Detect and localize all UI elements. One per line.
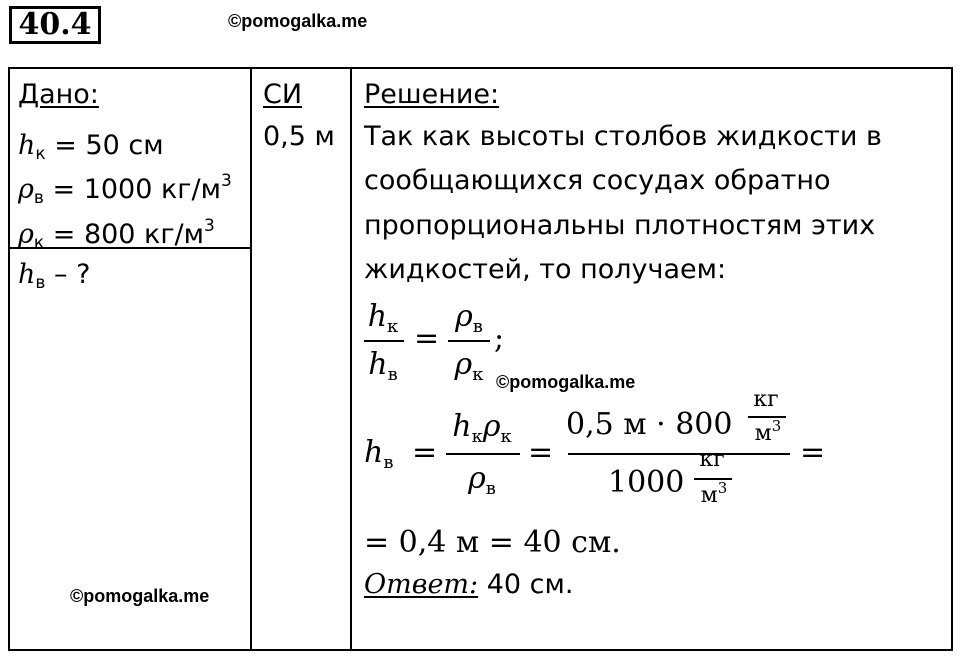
solution-text-line: жидкостей, то получаем:	[364, 254, 727, 285]
si-header: СИ	[263, 79, 303, 110]
find-line: $h_в$ – ?	[18, 259, 91, 293]
answer-label: Ответ:	[364, 569, 479, 600]
watermark-bottom: ©pomogalka.me	[70, 586, 210, 606]
given-line: $\rho_в = 1000$ $кг/м^3$	[18, 171, 232, 208]
result-line: = 0,4 м = 40 см.	[364, 525, 621, 560]
given-header: Дано:	[18, 79, 99, 110]
solution-text-line: пропорциональны плотностям этих	[364, 210, 876, 241]
solution-text-line: сообщающихся сосудах обратно	[364, 165, 831, 196]
solution-table: Дано: $h_к = 50$ см $\rho_в = 1000$ $кг/м^3$ $\rho_к = 800$ $кг/м^3$ $h_в$ – ? ©pomogalka.me СИ 0,5 м Решение: Так как высоты столбов жидкости в сообщающихся сосудах обратно пропорциональны плотностям этих жидкостей, то получаем: $h_к$ $h_в$ = $\rho_в$ $\rho_к$ ; ©pomogalka.me $h_в$ = $h_к\rho_к$ $\rho_в$ = 0,5 м · 800 кг $м^3$ 1000 кг $м^3$ = = 0,4 м = 40 см. Ответ: 40 см.	[8, 67, 953, 651]
solution-text-line: Так как высоты столбов жидкости в	[364, 121, 882, 152]
answer-line	[364, 565, 573, 605]
si-value: 0,5 м	[263, 121, 335, 152]
solution-header: Решение:	[364, 79, 500, 110]
watermark-middle: ©pomogalka.me	[496, 372, 636, 392]
column-divider-si	[350, 69, 352, 649]
watermark-top: ©pomogalka.me	[228, 11, 368, 31]
given-line: $\rho_к = 800$ $кг/м^3$	[18, 216, 215, 253]
answer-value: 40 см.	[478, 569, 574, 600]
problem-number: 40.4	[9, 6, 101, 44]
column-divider-given	[250, 69, 252, 649]
given-line: $h_к = 50$ см	[18, 130, 164, 164]
